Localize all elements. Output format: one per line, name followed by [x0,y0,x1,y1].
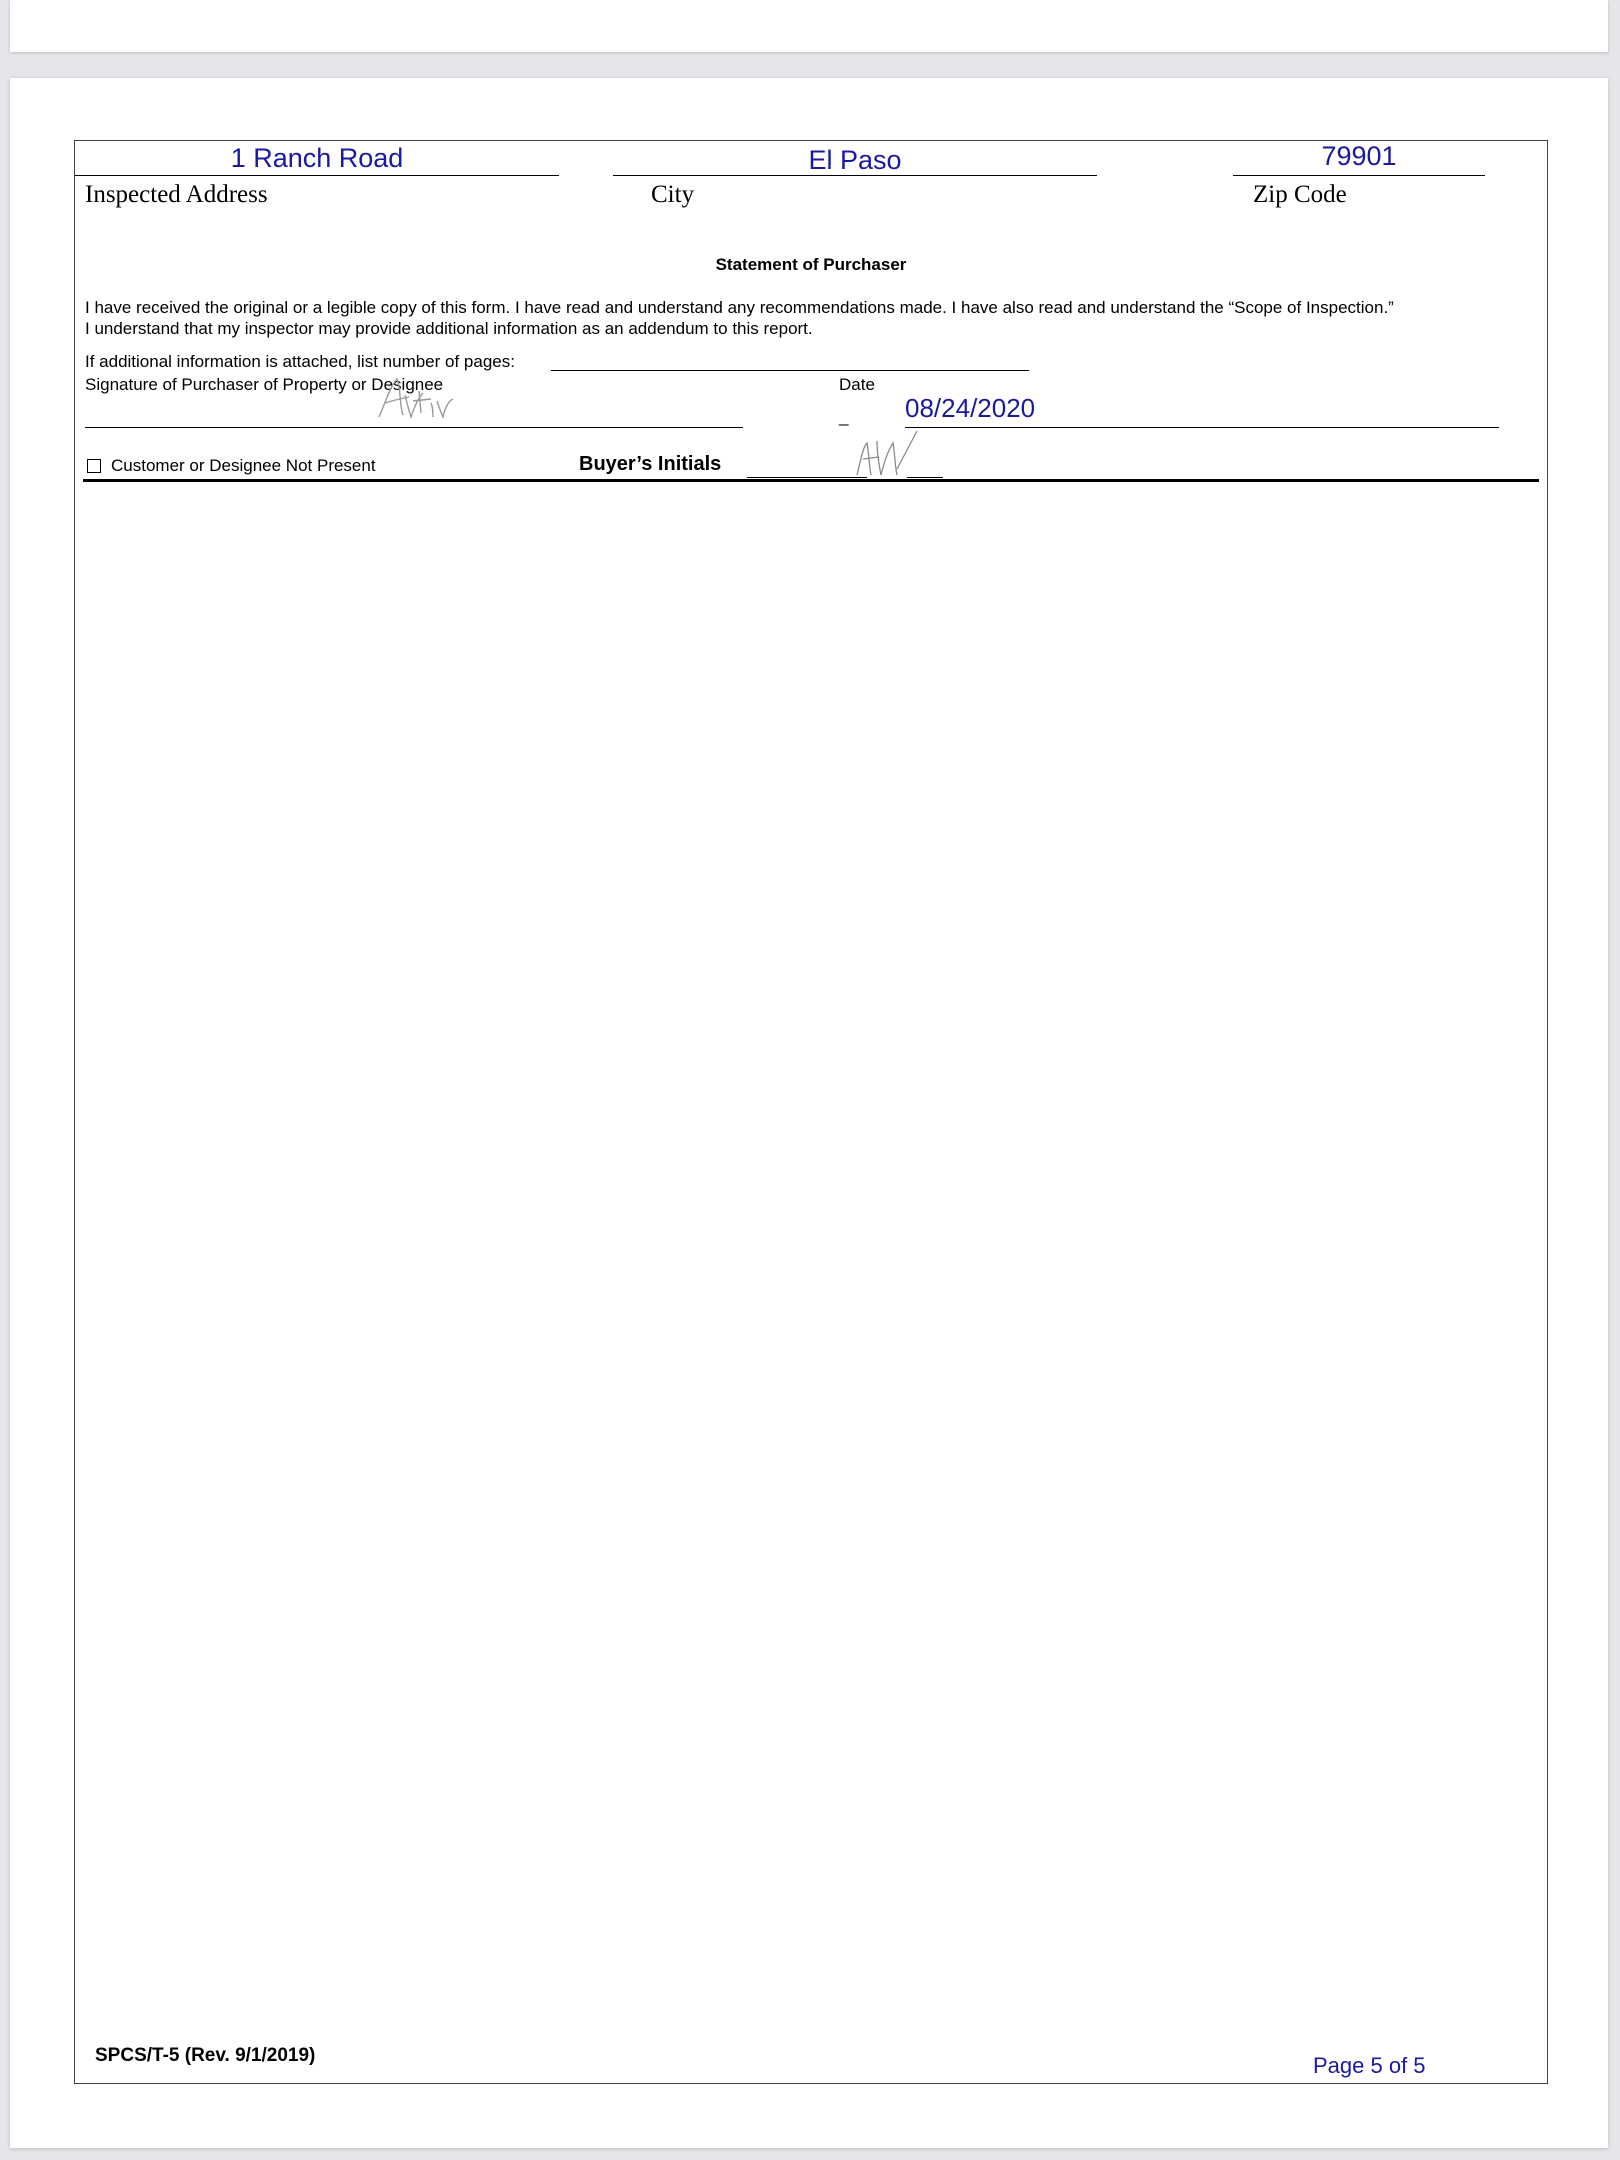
initials-line[interactable] [747,477,867,478]
additional-pages-label: If additional information is attached, list number of pages: [85,352,515,371]
inspected-address-value[interactable]: 1 Ranch Road [230,143,404,173]
form-frame [74,140,1548,2084]
date-line[interactable] [905,427,1499,428]
document-page [10,78,1608,2148]
statement-line-2: I understand that my inspector may provide additional information as an addendum to this report. [85,319,813,338]
zip-underline [1233,175,1485,176]
not-present-checkbox[interactable] [87,459,101,473]
city-underline [613,175,1097,176]
buyers-initials-label: Buyer’s Initials [579,453,722,475]
signature-label: Signature of Purchaser of Property or Designee [85,375,444,394]
signature-line[interactable] [85,427,743,428]
inspected-address-label: Inspected Address [85,181,268,208]
handwritten-initials[interactable] [855,429,921,479]
not-present-label: Customer or Designee Not Present [111,456,376,475]
section-divider [83,479,1539,482]
statement-title: Statement of Purchaser [715,255,907,274]
date-label: Date [839,375,875,394]
zip-code-label: Zip Code [1253,181,1347,208]
address-underline [75,175,559,176]
date-value[interactable]: 08/24/2020 [905,393,1036,423]
zip-code-value[interactable]: 79901 [1321,141,1397,171]
city-value[interactable]: El Paso [808,145,902,175]
additional-pages-line[interactable] [551,370,1029,371]
handwritten-signature[interactable] [375,373,465,423]
date-dash: _ [839,407,849,426]
city-label: City [651,181,695,208]
previous-page-edge [10,0,1608,52]
form-id: SPCS/T-5 (Rev. 9/1/2019) [95,2045,316,2066]
page-number: Page 5 of 5 [1313,2053,1426,2078]
statement-line-1: I have received the original or a legible copy of this form. I have read and understand any recommendations made. I have also read and understand the “Scope of Inspection.” [85,298,1394,317]
